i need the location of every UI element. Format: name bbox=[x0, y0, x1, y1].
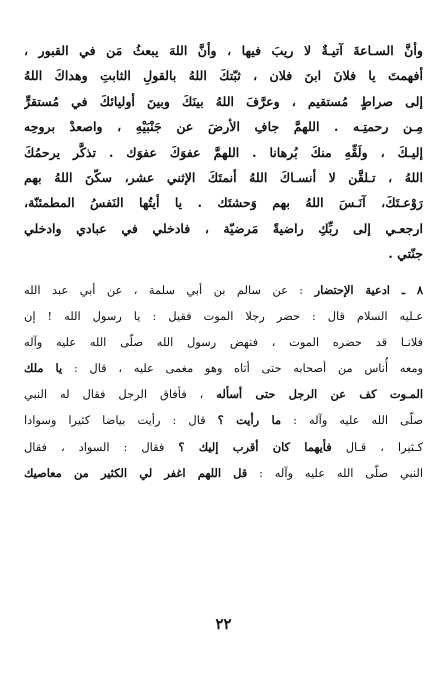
hadith-paragraph bbox=[24, 277, 423, 487]
text-line: جنّتي . bbox=[388, 246, 423, 262]
text-span: فقال : السواد ، فقال bbox=[24, 439, 179, 454]
text-line: رَوْعـتَكَ، آنَـسَ اللهُ بهم وَحشتَك . يا أيتُها النَفسُ المطمئنّة، bbox=[24, 195, 423, 211]
text-line bbox=[24, 355, 423, 381]
bold-span: المـوت كف عن الرجل حتى أسأله bbox=[216, 387, 423, 402]
text-span: كـثيرا ، قـال bbox=[331, 439, 423, 454]
text-line: اللهُ ، تـلقَّن لا أنسـاكَ اللهُ أنمتَكَ الإثني عشر، سكّنَ اللهُ بهم bbox=[24, 169, 423, 185]
text-line bbox=[24, 381, 423, 407]
text-line: ارجعـي إلى ربِّكِ راضيةً مَرضيّة ، فادخلي في عبادي وادخلي bbox=[24, 220, 423, 236]
text-line: أفهمتَ يا فلانَ ابنَ فلان ، ثبّتكَ اللهُ بالقولِ الثابتِ وهداكَ اللهُ bbox=[24, 68, 423, 84]
text-line: إلى صراطٍ مُستقيم ، وعرَّفَ اللهُ بينَكَ وبينَ أوليائكَ في مُستقرٍّ bbox=[24, 93, 423, 109]
text-line bbox=[24, 303, 423, 329]
text-span: قال : رأيت بياضا كثيرا وسوادا bbox=[24, 413, 218, 428]
text-line bbox=[24, 407, 423, 433]
text-span: ، فأفاق الرجل فقال له النبي bbox=[24, 387, 217, 402]
text-line: مِـن رحمتِـه . اللهمَّ جافِ الأرضَ عن جَنْبَيْهِ ، واصعدْ بروحِه bbox=[24, 119, 423, 135]
text-span: ومعه أُناس من أصحابه حتى أتاه وهو مغمى عليه ، قال : bbox=[62, 361, 423, 376]
page-number: ٢٢ bbox=[215, 615, 232, 633]
text-line bbox=[24, 460, 423, 486]
text-line: وأنَّ السـاعةَ آتيـةٌ لا ريبَ فيها ، وأنَّ اللهَ يبعثُ مَن في القبور ، bbox=[24, 43, 423, 58]
text-line bbox=[24, 277, 423, 303]
text-span: عـليه السلام قال : حضر رجلا الموت فقيل : يا رسول الله ! إن bbox=[24, 308, 423, 323]
bold-span: قل اللهم اغفر لي الكثير من معاصيك bbox=[24, 465, 248, 480]
prayer-paragraph bbox=[24, 38, 423, 267]
section-heading: ٨ ـ ادعية الإحتضار bbox=[314, 282, 423, 297]
text-line bbox=[24, 329, 423, 355]
text-line: إليـكَ ، ولَقِّهِ منكَ بُرهانا . اللهمَّ عفوَكَ عفوَك . تذكَّر يرحمُكَ bbox=[24, 144, 423, 160]
text-span: صلّى الله عليه وآله : bbox=[281, 413, 423, 428]
text-line bbox=[24, 434, 423, 460]
text-span: : عن سالم بن أبي سلمة ، عن أبي عبد الله bbox=[24, 282, 304, 297]
bold-span: ما رأيت ؟ bbox=[217, 413, 282, 428]
bold-span: يا ملك bbox=[24, 361, 63, 376]
text-span: النبي صلّى الله عليه وآله : bbox=[247, 465, 423, 480]
bold-span: فأيهما كان أقرب إليك ؟ bbox=[178, 439, 332, 454]
text-span: فلانـا قد حضره الموت ، فنهض رسول الله صلّى الله عليه وآله bbox=[24, 334, 423, 349]
